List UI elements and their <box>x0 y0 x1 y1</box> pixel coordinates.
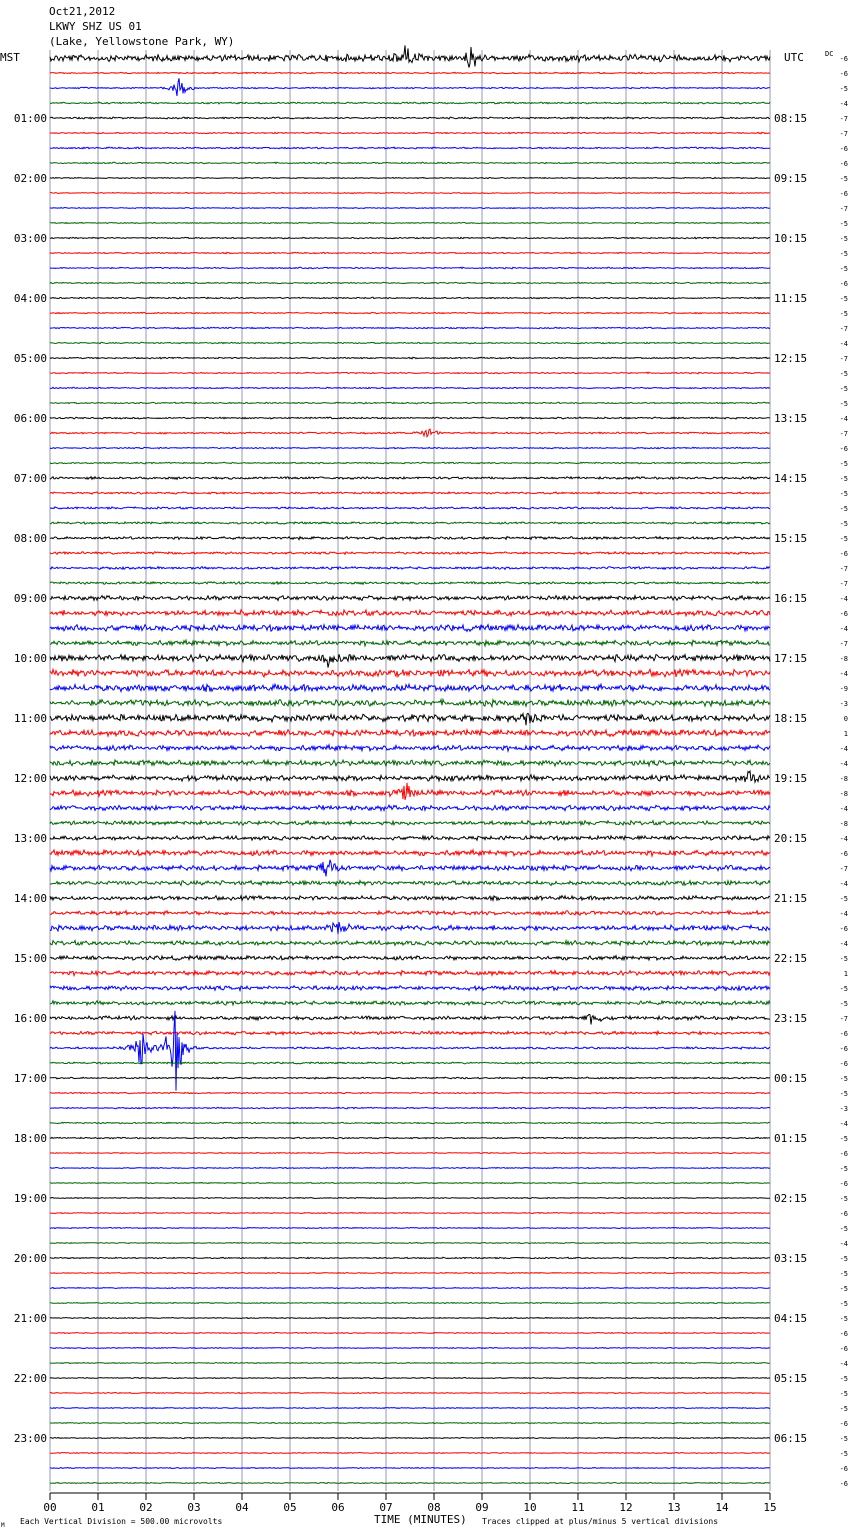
left-hour-label: 10:00 <box>13 652 47 665</box>
trace-line <box>50 956 770 961</box>
right-hour-label: 15:15 <box>774 532 808 545</box>
dc-offset-label: -6 <box>839 1150 848 1158</box>
dc-offset-label: -6 <box>839 1330 848 1338</box>
left-hour-label: 20:00 <box>13 1252 47 1265</box>
trace-line <box>50 132 770 134</box>
trace-line <box>50 821 770 825</box>
trace-line <box>50 971 770 976</box>
dc-offset-label: -5 <box>839 385 848 393</box>
dc-offset-label: -7 <box>839 1015 848 1023</box>
dc-offset-label: -4 <box>839 880 848 888</box>
x-tick-label: 04 <box>235 1501 249 1514</box>
trace-line <box>50 1467 770 1468</box>
left-hour-label: 13:00 <box>13 832 47 845</box>
left-hour-label: 08:00 <box>13 532 47 545</box>
left-hour-label: 23:00 <box>13 1432 47 1445</box>
dc-offset-label: -4 <box>839 805 848 813</box>
dc-offset-label: 1 <box>843 730 848 738</box>
trace-line <box>50 669 770 677</box>
dc-offset-label: -5 <box>839 490 848 498</box>
trace-line <box>50 102 770 104</box>
trace-line <box>50 1107 770 1109</box>
dc-offset-label: -4 <box>839 1360 848 1368</box>
trace-line <box>50 1242 770 1243</box>
x-tick-label: 00 <box>43 1501 57 1514</box>
dc-offset-label: -7 <box>839 430 848 438</box>
dc-offset-label: -5 <box>839 1375 848 1383</box>
dc-offset-label: -6 <box>839 280 848 288</box>
trace-line <box>50 357 770 359</box>
right-hour-label: 05:15 <box>774 1372 808 1385</box>
left-hour-label: 12:00 <box>13 772 47 785</box>
dc-offset-label: -5 <box>839 400 848 408</box>
trace-line <box>50 836 770 841</box>
dc-offset-label: -6 <box>839 1480 848 1488</box>
left-hour-label: 11:00 <box>13 712 47 725</box>
trace-line <box>50 1137 770 1138</box>
right-hour-label: 11:15 <box>774 292 808 305</box>
x-tick-label: 15 <box>763 1501 777 1514</box>
trace-line <box>50 402 770 404</box>
trace-line <box>50 282 770 283</box>
station-name: LKWY SHZ US 01 <box>49 20 142 33</box>
trace-line <box>50 327 770 329</box>
x-tick-label: 13 <box>667 1501 681 1514</box>
dc-offset-label: -4 <box>839 1120 848 1128</box>
x-axis-label: TIME (MINUTES) <box>374 1513 467 1526</box>
dc-offset-label: -4 <box>839 625 848 633</box>
right-hour-label: 19:15 <box>774 772 808 785</box>
right-hour-label: 08:15 <box>774 112 808 125</box>
right-hour-label: 16:15 <box>774 592 808 605</box>
left-hour-label: 16:00 <box>13 1012 47 1025</box>
left-hour-label: 21:00 <box>13 1312 47 1325</box>
seismic-traces <box>50 45 770 1483</box>
trace-line <box>50 72 770 74</box>
dc-offset-label: -4 <box>839 670 848 678</box>
dc-offset-label: -5 <box>839 475 848 483</box>
right-hour-label: 03:15 <box>774 1252 808 1265</box>
trace-line <box>50 640 770 646</box>
right-hour-label: 01:15 <box>774 1132 808 1145</box>
dc-offset-label: -6 <box>839 1210 848 1218</box>
right-hour-label: 12:15 <box>774 352 808 365</box>
trace-line <box>50 1392 770 1393</box>
trace-line <box>50 941 770 946</box>
trace-line <box>50 1182 770 1183</box>
dc-offset-label: -5 <box>839 985 848 993</box>
x-tick-label: 11 <box>571 1501 585 1514</box>
corner-mark: M <box>1 1522 5 1529</box>
left-hour-label: 03:00 <box>13 232 47 245</box>
trace-line <box>50 552 770 555</box>
trace-line <box>50 596 770 601</box>
dc-offset-label: -4 <box>839 415 848 423</box>
plot-date: Oct21,2012 <box>49 5 116 18</box>
x-tick-label: 12 <box>619 1501 633 1514</box>
trace-line <box>50 1422 770 1423</box>
trace-line <box>50 462 770 464</box>
dc-offset-label: -5 <box>839 265 848 273</box>
dc-offset-label: -6 <box>839 550 848 558</box>
left-hour-label: 07:00 <box>13 472 47 485</box>
x-tick-label: 14 <box>715 1501 729 1514</box>
trace-line <box>50 1062 770 1064</box>
dc-offset-label: -8 <box>839 655 848 663</box>
dc-offset-label: -5 <box>839 1300 848 1308</box>
trace-line <box>50 1167 770 1168</box>
trace-line <box>50 252 770 254</box>
dc-offset-label: -6 <box>839 445 848 453</box>
trace-line <box>50 237 770 239</box>
dc-offset-label: -5 <box>839 370 848 378</box>
trace-line <box>50 477 770 480</box>
trace-line <box>50 522 770 524</box>
trace-line <box>50 713 770 725</box>
x-tick-label: 06 <box>331 1501 345 1514</box>
x-tick-label: 09 <box>475 1501 489 1514</box>
trace-line <box>50 625 770 632</box>
dc-offset-label: -6 <box>839 145 848 153</box>
trace-line <box>50 850 770 856</box>
left-axis-title: MST <box>0 51 20 64</box>
dc-offset-label: -6 <box>839 70 848 78</box>
trace-line <box>50 922 770 934</box>
right-hour-label: 02:15 <box>774 1192 808 1205</box>
left-hour-label: 17:00 <box>13 1072 47 1085</box>
dc-offset-label: -5 <box>839 1405 848 1413</box>
dc-offset-label: -5 <box>839 1390 848 1398</box>
left-hour-label: 19:00 <box>13 1192 47 1205</box>
trace-line <box>50 730 770 737</box>
right-hour-label: 22:15 <box>774 952 808 965</box>
trace-line <box>50 1001 770 1005</box>
trace-line <box>50 78 770 96</box>
trace-line <box>50 1212 770 1213</box>
left-hour-label: 18:00 <box>13 1132 47 1145</box>
dc-offset-label: -4 <box>839 595 848 603</box>
dc-offset-label: -5 <box>839 1135 848 1143</box>
left-hour-label: 04:00 <box>13 292 47 305</box>
dc-offset-label: -5 <box>839 235 848 243</box>
dc-offset-label: -6 <box>839 1180 848 1188</box>
dc-offset-label: -9 <box>839 685 848 693</box>
trace-line <box>50 1362 770 1363</box>
dc-offset-label: -7 <box>839 130 848 138</box>
dc-offset-label: -4 <box>839 745 848 753</box>
dc-offset-label: -5 <box>839 1195 848 1203</box>
dc-offset-label: -5 <box>839 1450 848 1458</box>
trace-line <box>50 117 770 119</box>
right-hour-label: 09:15 <box>774 172 808 185</box>
dc-offset-label: -3 <box>839 700 848 708</box>
trace-line <box>50 1198 770 1199</box>
dc-offset-label: -6 <box>839 190 848 198</box>
dc-offset-label: -7 <box>839 325 848 333</box>
left-hour-label: 06:00 <box>13 412 47 425</box>
dc-offset-label: -7 <box>839 355 848 363</box>
trace-line <box>50 162 770 164</box>
trace-line <box>50 700 770 707</box>
trace-line <box>50 771 770 782</box>
trace-line <box>50 312 770 314</box>
trace-line <box>50 297 770 299</box>
dc-offset-label: -5 <box>839 1285 848 1293</box>
dc-offset-label: -7 <box>839 205 848 213</box>
dc-offset-label: -5 <box>839 1225 848 1233</box>
trace-line <box>50 222 770 223</box>
dc-offset-label: -6 <box>839 1045 848 1053</box>
trace-line <box>50 1317 770 1318</box>
trace-line <box>50 447 770 449</box>
dc-offset-label: -6 <box>839 850 848 858</box>
right-hour-label: 21:15 <box>774 892 808 905</box>
trace-line <box>50 1122 770 1124</box>
dc-offset-label: -5 <box>839 535 848 543</box>
trace-line <box>50 1347 770 1348</box>
dc-offset-label: -6 <box>839 1060 848 1068</box>
left-hour-label: 09:00 <box>13 592 47 605</box>
trace-line <box>50 783 770 800</box>
dc-offset-label: -5 <box>839 295 848 303</box>
right-hour-label: 17:15 <box>774 652 808 665</box>
dc-offset-label: -5 <box>839 505 848 513</box>
trace-line <box>50 654 770 667</box>
left-hour-label: 02:00 <box>13 172 47 185</box>
trace-line <box>50 986 770 991</box>
trace-line <box>50 1092 770 1094</box>
trace-line <box>50 745 770 751</box>
dc-offset-label: -6 <box>839 160 848 168</box>
axis-labels <box>0 50 848 1529</box>
x-tick-label: 02 <box>139 1501 153 1514</box>
right-hour-label: 10:15 <box>774 232 808 245</box>
dc-offset-label: -6 <box>839 1465 848 1473</box>
trace-line <box>50 1077 770 1079</box>
trace-line <box>50 267 770 269</box>
dc-offset-label: 1 <box>843 970 848 978</box>
x-tick-label: 05 <box>283 1501 297 1514</box>
dc-offset-label: -4 <box>839 340 848 348</box>
trace-line <box>50 1482 770 1483</box>
trace-line <box>50 610 770 616</box>
trace-line <box>50 177 770 178</box>
trace-line <box>50 1377 770 1378</box>
trace-line <box>50 147 770 149</box>
right-hour-label: 06:15 <box>774 1432 808 1445</box>
clip-note: Traces clipped at plus/minus 5 vertical divisions <box>482 1517 719 1526</box>
trace-line <box>50 1452 770 1453</box>
dc-offset-label: -4 <box>839 760 848 768</box>
trace-line <box>50 417 770 419</box>
trace-line <box>50 1287 770 1288</box>
trace-line <box>50 684 770 692</box>
left-hour-label: 15:00 <box>13 952 47 965</box>
dc-offset-label: -5 <box>839 1075 848 1083</box>
dc-offset-label: 0 <box>843 715 848 723</box>
dc-offset-label: -6 <box>839 1030 848 1038</box>
trace-line <box>50 372 770 374</box>
x-tick-label: 10 <box>523 1501 537 1514</box>
trace-line <box>50 805 770 811</box>
trace-line <box>50 1014 770 1024</box>
trace-line <box>50 1303 770 1304</box>
right-hour-label: 23:15 <box>774 1012 808 1025</box>
trace-line <box>50 760 770 766</box>
trace-line <box>50 492 770 494</box>
dc-offset-label: -5 <box>839 1000 848 1008</box>
right-hour-label: 14:15 <box>774 472 808 485</box>
dc-offset-label: -8 <box>839 790 848 798</box>
x-tick-label: 01 <box>91 1501 105 1514</box>
dc-offset-label: -4 <box>839 910 848 918</box>
right-hour-label: 00:15 <box>774 1072 808 1085</box>
trace-line <box>50 896 770 901</box>
trace-line <box>50 567 770 570</box>
dc-offset-label: -4 <box>839 100 848 108</box>
right-hour-label: 13:15 <box>774 412 808 425</box>
dc-offset-label: -5 <box>839 460 848 468</box>
trace-line <box>50 1031 770 1035</box>
dc-offset-label: -5 <box>839 220 848 228</box>
dc-offset-label: -7 <box>839 640 848 648</box>
trace-line <box>50 537 770 540</box>
dc-offset-label: -7 <box>839 565 848 573</box>
dc-offset-label: -5 <box>839 250 848 258</box>
trace-line <box>50 582 770 585</box>
trace-line <box>50 193 770 194</box>
dc-offset-label: -4 <box>839 835 848 843</box>
x-tick-label: 08 <box>427 1501 441 1514</box>
trace-line <box>50 1408 770 1409</box>
dc-offset-label: -5 <box>839 895 848 903</box>
dc-label: DC <box>825 50 834 58</box>
right-hour-label: 04:15 <box>774 1312 808 1325</box>
dc-offset-label: -3 <box>839 1105 848 1113</box>
dc-offset-label: -5 <box>839 1270 848 1278</box>
dc-offset-label: -5 <box>839 520 848 528</box>
x-tick-label: 07 <box>379 1501 393 1514</box>
dc-offset-label: -5 <box>839 175 848 183</box>
dc-offset-label: -4 <box>839 1240 848 1248</box>
right-hour-label: 20:15 <box>774 832 808 845</box>
dc-offset-label: -5 <box>839 1315 848 1323</box>
x-tick-label: 03 <box>187 1501 201 1514</box>
left-hour-label: 14:00 <box>13 892 47 905</box>
left-hour-label: 01:00 <box>13 112 47 125</box>
dc-offset-label: -4 <box>839 940 848 948</box>
trace-line <box>50 1227 770 1228</box>
dc-offset-label: -5 <box>839 1165 848 1173</box>
dc-offset-label: -5 <box>839 310 848 318</box>
trace-line <box>50 1257 770 1259</box>
trace-line <box>50 507 770 509</box>
dc-offset-label: -6 <box>839 610 848 618</box>
dc-offset-label: -6 <box>839 1420 848 1428</box>
trace-line <box>50 860 770 877</box>
right-hour-label: 18:15 <box>774 712 808 725</box>
dc-offset-label: -5 <box>839 1435 848 1443</box>
left-hour-label: 05:00 <box>13 352 47 365</box>
scale-note: Each Vertical Division = 500.00 microvolts <box>20 1517 223 1526</box>
trace-line <box>50 342 770 344</box>
trace-line <box>50 1152 770 1153</box>
trace-line <box>50 45 770 67</box>
dc-offset-label: -5 <box>839 955 848 963</box>
dc-offset-label: -5 <box>839 85 848 93</box>
trace-line <box>50 1272 770 1273</box>
right-axis-title: UTC <box>784 51 804 64</box>
dc-offset-label: -6 <box>839 55 848 63</box>
trace-line <box>50 207 770 208</box>
left-hour-label: 22:00 <box>13 1372 47 1385</box>
trace-line <box>50 911 770 916</box>
trace-line <box>50 881 770 886</box>
station-location: (Lake, Yellowstone Park, WY) <box>49 35 235 48</box>
dc-offset-label: -7 <box>839 580 848 588</box>
dc-offset-label: -5 <box>839 1255 848 1263</box>
dc-offset-label: -7 <box>839 115 848 123</box>
trace-line <box>50 1437 770 1438</box>
dc-offset-label: -5 <box>839 1090 848 1098</box>
dc-offset-label: -6 <box>839 1345 848 1353</box>
trace-line <box>50 1332 770 1333</box>
dc-offset-label: -8 <box>839 820 848 828</box>
trace-line <box>50 387 770 389</box>
trace-line <box>50 429 770 437</box>
dc-offset-label: -7 <box>839 865 848 873</box>
dc-offset-label: -8 <box>839 775 848 783</box>
dc-offset-label: -6 <box>839 925 848 933</box>
